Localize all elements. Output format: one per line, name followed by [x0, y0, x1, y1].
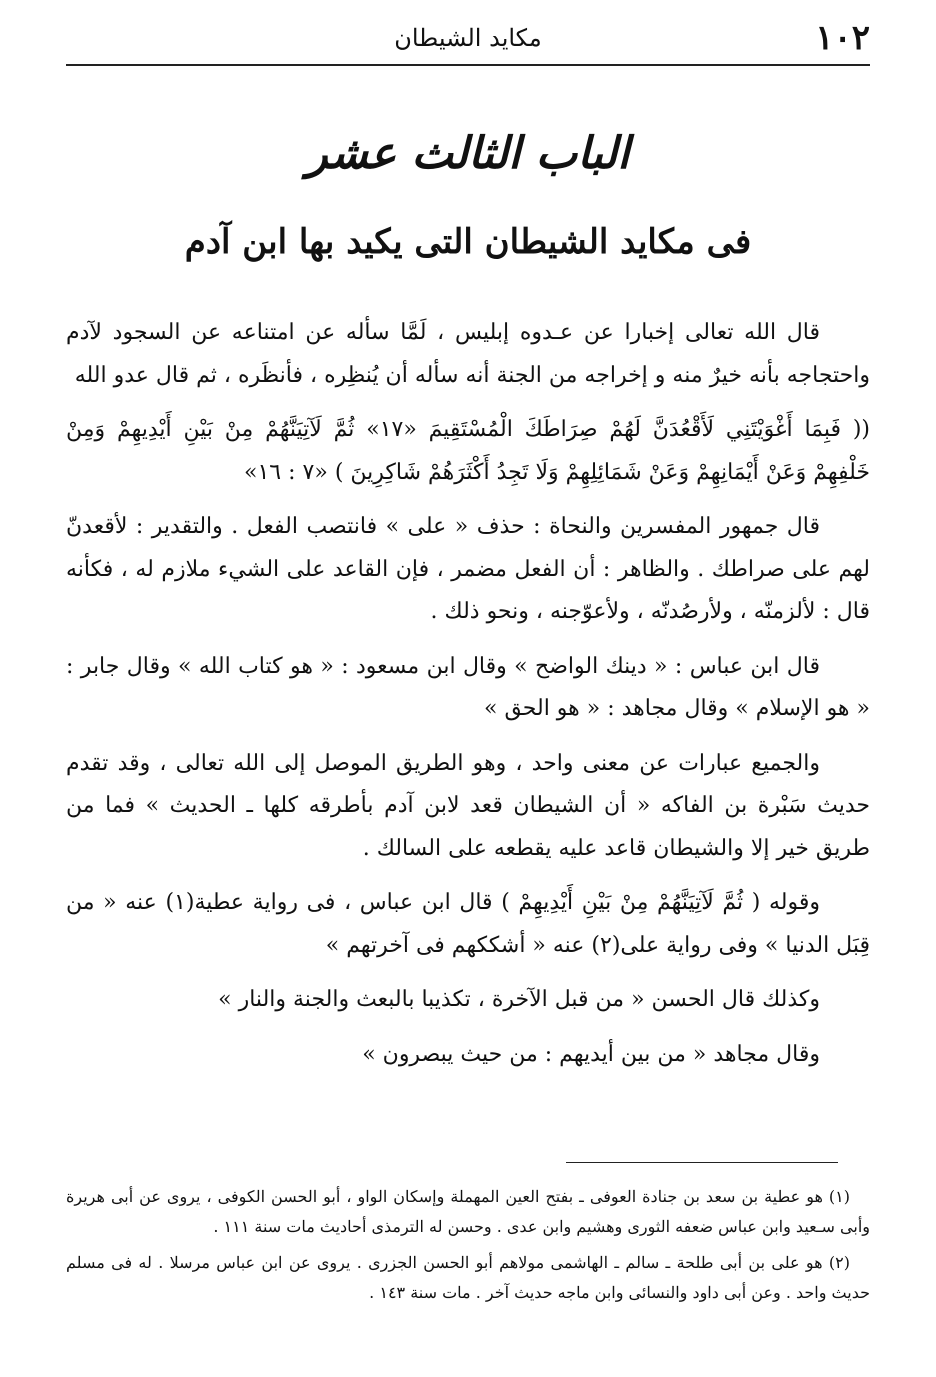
paragraph: قال الله تعالى إخبارا عن عـدوه إبليس ، لَمَّا سأله عن امتناعه عن السجود لآدم واحتجاجه بأنه خيرٌ منه و إخراجه من الجنة أنه سأله أن يُنظِره ، فأنظَره ، ثم قال عدو الله — [66, 320, 870, 388]
footnote: (١) هو عطية بن سعد بن جنادة العوفى ـ بفتح العين المهملة وإسكان الواو ، أبو الحسن الكوفى ، يروى عن أبى هريرة وأبى سـعيد وابن عباس ضعفه الثورى وهشيم وابن عدى . وحسن له الترمذى أحاديث مات سنة ١١١ . — [66, 1187, 870, 1236]
footnote-rule — [566, 1162, 838, 1163]
running-title: مكايد الشيطان — [394, 24, 542, 52]
chapter-title: الباب الثالث عشر — [306, 128, 630, 179]
chapter-subtitle: فى مكايد الشيطان التى يكيد بها ابن آدم — [184, 222, 752, 262]
page-number: ١٠٢ — [815, 18, 870, 58]
footnotes — [66, 1182, 870, 1314]
paragraph: وكذلك قال الحسن « من قبل الآخرة ، تكذيبا بالبعث والجنة والنار » — [218, 987, 820, 1012]
running-head — [66, 18, 870, 58]
paragraph: وقوله ( ثُمَّ لَآتِيَنَّهُمْ مِنْ بَيْنِ أَيْدِيهِمْ ) قال ابن عباس ، فى رواية عطية(١) عنه « من قِبَل الدنيا » وفى رواية على(٢) عنه « أشككهم فى آخرتهم » — [66, 890, 870, 958]
paragraph: قال جمهور المفسرين والنحاة : حذف « على » فانتصب الفعل . والتقدير : لأقعدنّ لهم على صراطك . والظاهر : أن الفعل مضمر ، فإن القاعد على الشيء ملازم له ، فكأنه قال : لألزمنّه ، ولأرصُدنّه ، ولأعوّجنه ، ونحو ذلك . — [66, 514, 870, 624]
header-rule — [66, 64, 870, 66]
body-text — [66, 312, 870, 1088]
footnote: (٢) هو على بن أبى طلحة ـ سالم ـ الهاشمى مولاهم أبو الحسن الجزرى . يروى عن ابن عباس مرسلا . له فى مسلم حديث واحد . وعن أبى داود والنسائى وابن ماجه حديث آخر . مات سنة ١٤٣ . — [66, 1253, 870, 1302]
paragraph: والجميع عبارات عن معنى واحد ، وهو الطريق الموصل إلى الله تعالى ، وقد تقدم حديث سَبْرة بن الفاكه « أن الشيطان قعد لابن آدم بأطرقه كلها ـ الحديث » فما من طريق خير إلا والشيطان قاعد عليه يقطعه على السالك . — [66, 750, 870, 861]
quran-verse: (( فَبِمَا أَغْوَيْتَنِي لَأَقْعُدَنَّ لَهُمْ صِرَاطَكَ الْمُسْتَقِيمَ «١٧» ثُمَّ لَآتِيَنَّهُمْ مِنْ بَيْنِ أَيْدِيهِمْ وَمِنْ خَلْفِهِمْ وَعَنْ أَيْمَانِهِمْ وَعَنْ شَمَائِلِهِمْ وَلَا تَجِدُ أَكْثَرَهُمْ شَاكِرِينَ ) «٧ : ١٦» — [66, 417, 870, 485]
paragraph: قال ابن عباس : « دينك الواضح » وقال ابن مسعود : « هو كتاب الله » وقال جابر : « هو الإسلام » وقال مجاهد : « هو الحق » — [66, 653, 870, 721]
paragraph: وقال مجاهد « من بين أيديهم : من حيث يبصرون » — [362, 1041, 820, 1067]
